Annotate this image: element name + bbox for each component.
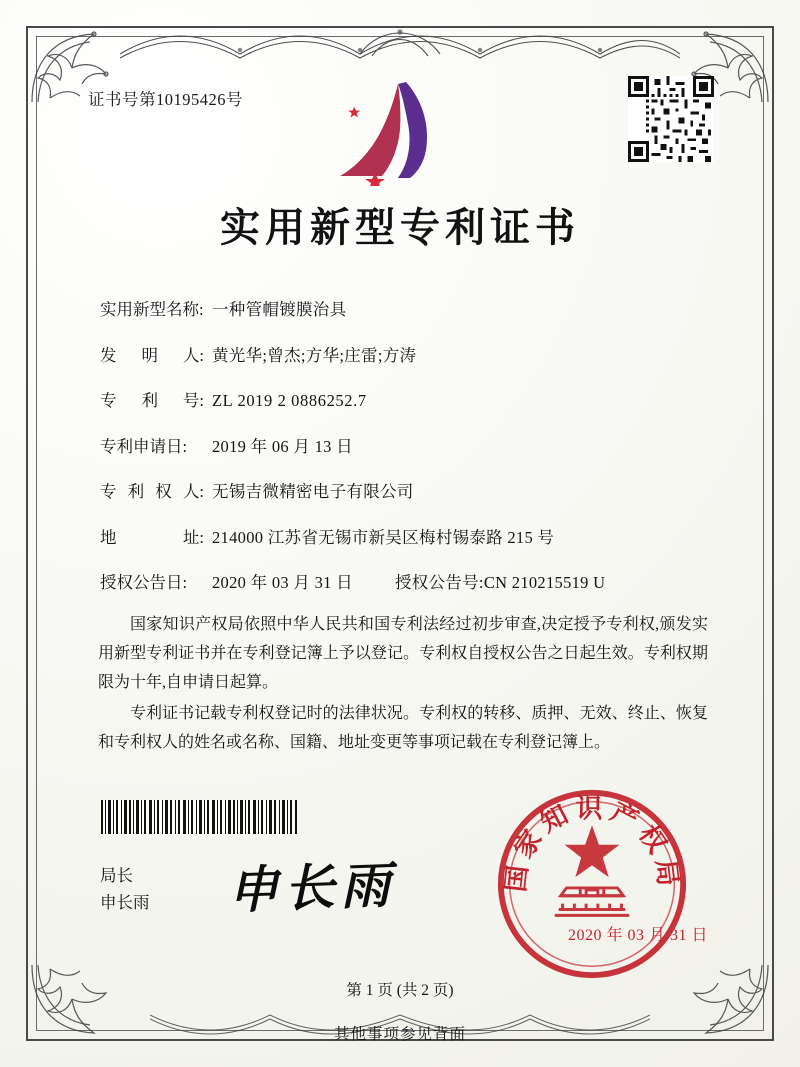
announcement-number-label: 授权公告号: — [394, 573, 484, 592]
page-title: 实用新型专利证书 — [220, 204, 580, 251]
footer-note: 其他事项参见背面 — [333, 1026, 466, 1043]
director-name: 申长雨 — [100, 893, 150, 912]
official-red-seal — [494, 786, 690, 982]
page-number: 第 1 页 (共 2 页) — [346, 982, 454, 999]
top-ornament — [120, 24, 680, 64]
field-patent-number — [100, 387, 708, 411]
paragraph: 国家知识产权局依照中华人民共和国专利法经过初步审查,决定授予专利权,颁发实用新型专利证书并在专利登记簿上予以登记。专利权自授权公告之日起生效。专利权期限为十年,自申请日起算。 — [98, 616, 708, 691]
field-inventors — [100, 342, 708, 366]
field-patentee — [100, 478, 708, 502]
field-label: 实用新型名称: — [100, 300, 204, 319]
label-char: 专 — [100, 482, 117, 501]
label-char: 址: — [182, 527, 204, 547]
label-char: 权 — [155, 482, 172, 501]
label-char: 人: — [182, 482, 204, 501]
announcement-date-value: 2020 年 03 月 31 日 — [212, 573, 353, 592]
label-char: 专 — [100, 391, 117, 410]
certificate-number: 证书号第10195426号 — [88, 90, 243, 109]
field-application-date — [100, 433, 708, 457]
barcode — [100, 800, 298, 834]
cnipa-logo — [336, 78, 464, 186]
field-value: 2019 年 06 月 13 日 — [212, 436, 353, 456]
field-label — [100, 342, 212, 366]
field-value: 无锡吉微精密电子有限公司 — [212, 482, 414, 501]
announcement-number-value: CN 210215519 U — [483, 573, 606, 592]
handwritten-signature: 申长雨 — [227, 855, 398, 920]
field-label — [100, 387, 212, 411]
field-value: 黄光华;曾杰;方华;庄雷;方涛 — [212, 345, 417, 365]
label-char: 利 — [141, 391, 158, 410]
label-char: 地 — [100, 527, 117, 547]
field-label — [100, 524, 212, 548]
announcement-date-label: 授权公告日: — [100, 573, 188, 592]
label-char: 人: — [182, 345, 204, 365]
field-value: ZL 2019 2 0886252.7 — [212, 391, 367, 410]
field-label — [100, 478, 212, 502]
label-char: 号: — [182, 391, 204, 410]
label-char: 明 — [141, 345, 158, 365]
field-utility-model-name — [100, 296, 708, 320]
qr-code — [628, 76, 714, 162]
field-value: 一种管帽镀膜治具 — [212, 300, 347, 319]
director-title: 局长 — [100, 866, 133, 885]
paragraph: 专利证书记载专利权登记时的法律状况。专利权的转移、质押、无效、终止、恢复和专利权人的姓名或名称、国籍、地址变更等事项记载在专利登记簿上。 — [98, 705, 708, 751]
svg-text:国家知识产权局: 国家知识产权局 — [500, 793, 684, 894]
label-char: 发 — [100, 345, 117, 365]
label-char: 利 — [127, 482, 145, 501]
signature-block — [100, 862, 150, 916]
field-value: 214000 江苏省无锡市新吴区梅村锡泰路 215 号 — [212, 527, 555, 547]
field-label: 专利申请日: — [100, 436, 188, 456]
fields-list — [100, 296, 708, 615]
field-address — [100, 524, 708, 548]
seal-date: 2020 年 03 月 31 日 — [567, 927, 708, 944]
field-announcement — [100, 569, 708, 593]
legal-text — [98, 610, 708, 759]
